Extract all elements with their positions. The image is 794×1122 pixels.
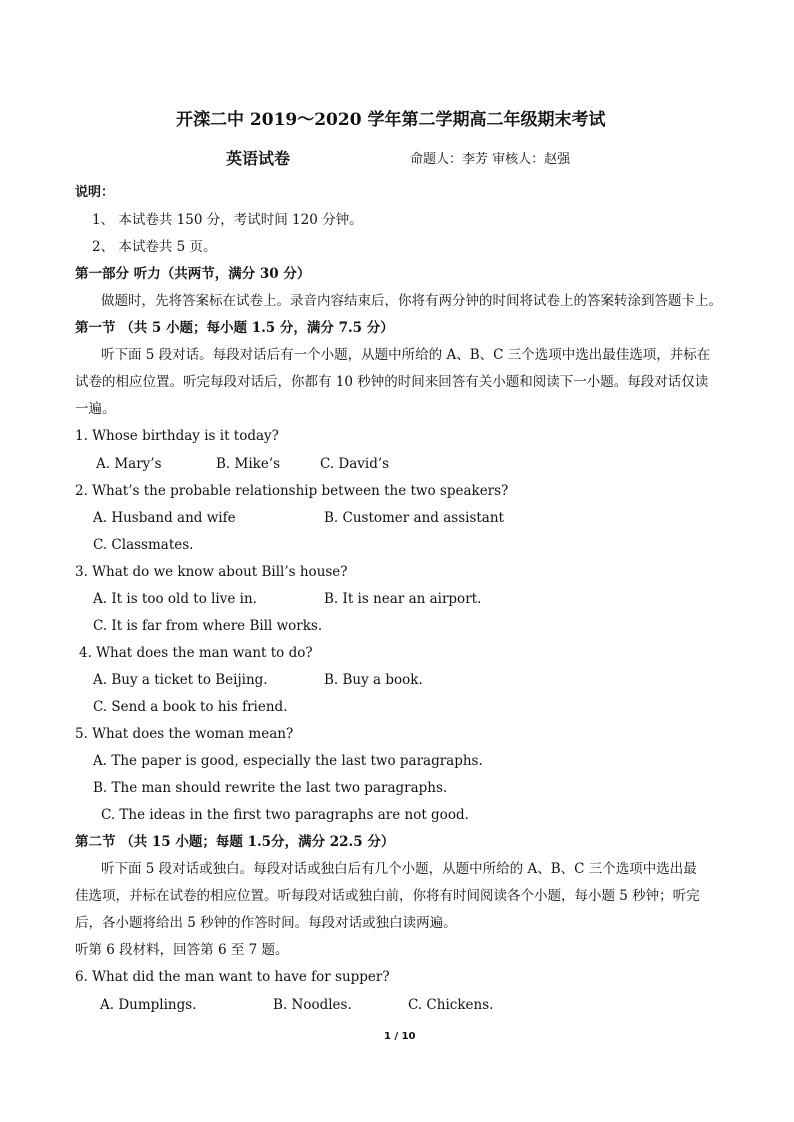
question-text: 2. What’s the probable relationship between the two speakers? xyxy=(75,483,509,499)
question-text: 6. What did the man want to have for supper? xyxy=(75,969,390,985)
part1-heading: 第一部分 听力（共两节，满分 30 分） xyxy=(75,266,311,282)
option-c: C. The ideas in the first two paragraphs are not good. xyxy=(101,807,469,823)
option-b: B. The man should rewrite the last two paragraphs. xyxy=(93,780,448,796)
option-b: B. Mike’s xyxy=(216,456,281,472)
option-b: B. Noodles. xyxy=(273,997,352,1013)
section2-heading: 第二节 （共 15 小题；每题 1.5分，满分 22.5 分） xyxy=(75,834,395,850)
option-c: C. Chickens. xyxy=(408,997,494,1013)
option-c: C. Send a book to his friend. xyxy=(93,699,288,715)
option-a: A. Mary’s xyxy=(96,456,162,472)
option-c: C. It is far from where Bill works. xyxy=(93,618,323,634)
option-b: B. It is near an airport. xyxy=(324,591,482,607)
question-text: 1. Whose birthday is it today? xyxy=(75,428,279,444)
page-number: 1 / 10 xyxy=(384,1031,416,1042)
material-note: 听第 6 段材料，回答第 6 至 7 题。 xyxy=(75,942,289,958)
option-b: B. Customer and assistant xyxy=(324,510,504,526)
notes-heading: 说明： xyxy=(75,185,115,200)
option-a: A. Dumplings. xyxy=(100,997,197,1013)
section1-instruction-line: 一遍。 xyxy=(75,401,116,417)
section1-heading: 第一节 （共 5 小题；每小题 1.5 分，满分 7.5 分） xyxy=(75,320,394,336)
section1-instruction-line: 试卷的相应位置。听完每段对话后，你都有 10 秒钟的时间来回答有关小题和阅读下一小题。每段对话仅读 xyxy=(75,374,709,390)
part1-instruction: 做题时，先将答案标在试卷上。录音内容结束后，你将有两分钟的时间将试卷上的答案转涂到答题卡上。 xyxy=(101,293,722,309)
section2-instruction-line: 听下面 5 段对话或独白。每段对话或独白后有几个小题，从题中所给的 A、B、C 三个选项中选出最 xyxy=(101,861,697,877)
section2-instruction-line: 后，各小题将给出 5 秒钟的作答时间。每段对话或独白读两遍。 xyxy=(75,915,457,931)
subject-title: 英语试卷 xyxy=(226,149,291,168)
question-text: 4. What does the man want to do? xyxy=(79,645,313,661)
exam-title: 开滦二中 2019～2020 学年第二学期高二年级期末考试 xyxy=(176,110,606,130)
notes-item: 1、 本试卷共 150 分，考试时间 120 分钟。 xyxy=(92,212,363,228)
question-text: 3. What do we know about Bill’s house? xyxy=(75,564,348,580)
authors-line: 命题人：李芳 审核人：赵强 xyxy=(410,152,571,167)
section2-instruction-line: 佳选项，并标在试卷的相应位置。听每段对话或独白前，你将有时间阅读各个小题，每小题 5 秒钟；听完 xyxy=(75,888,700,904)
option-a: A. Buy a ticket to Beijing. xyxy=(93,672,268,688)
option-a: A. It is too old to live in. xyxy=(93,591,257,607)
option-a: A. The paper is good, especially the last two paragraphs. xyxy=(93,753,483,769)
option-a: A. Husband and wife xyxy=(93,510,236,526)
notes-item: 2、 本试卷共 5 页。 xyxy=(92,239,217,255)
question-text: 5. What does the woman mean? xyxy=(75,726,294,742)
option-b: B. Buy a book. xyxy=(324,672,423,688)
option-c: C. Classmates. xyxy=(93,537,194,553)
section1-instruction-line: 听下面 5 段对话。每段对话后有一个小题，从题中所给的 A、B、C 三个选项中选出最佳选项，并标在 xyxy=(101,347,711,363)
option-c: C. David’s xyxy=(320,456,390,472)
